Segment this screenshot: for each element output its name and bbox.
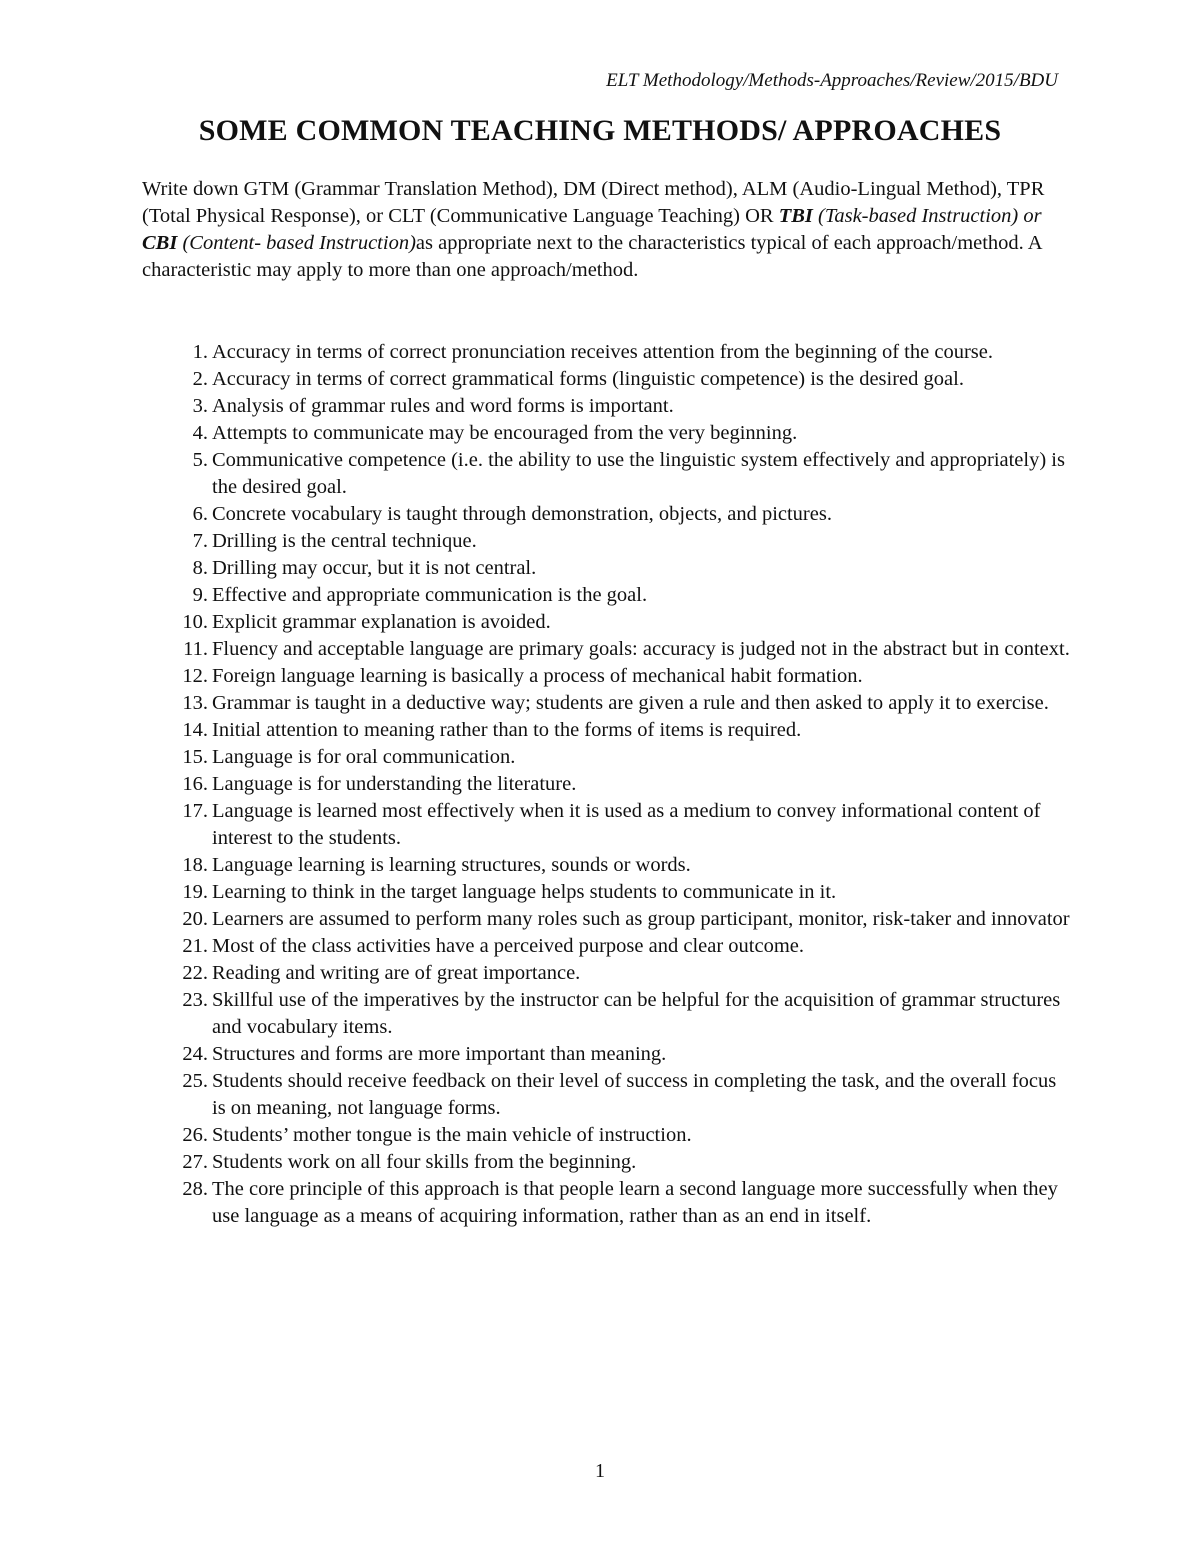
list-item-text: Analysis of grammar rules and word forms is important.	[212, 395, 674, 417]
list-item-text: Accuracy in terms of correct pronunciation receives attention from the beginning of the course.	[212, 341, 993, 363]
list-item	[142, 663, 1072, 690]
list-item-text: Language is for oral communication.	[212, 746, 516, 768]
list-item	[142, 744, 1072, 771]
list-item	[142, 933, 1072, 960]
list-item-number: 1.	[192, 341, 208, 363]
list-item-number: 4.	[192, 422, 208, 444]
instructions-text-part1: Write down GTM (Grammar Translation Method), DM (Direct method), ALM (Audio-Lingual Method), TPR (Total Physical Response), or CLT (Communicative Language Teaching) OR	[142, 178, 1045, 227]
list-item-number: 26.	[182, 1124, 208, 1146]
list-item-number: 13.	[182, 692, 208, 714]
list-item	[142, 960, 1072, 987]
list-item-text: Language is learned most effectively when it is used as a medium to convey informational content of interest to the students.	[212, 800, 1041, 849]
list-item-text: Language is for understanding the literature.	[212, 773, 577, 795]
list-item-text: Learning to think in the target language helps students to communicate in it.	[212, 881, 837, 903]
tbi-description: (Task-based Instruction) or	[812, 205, 1042, 227]
list-item-text: Skillful use of the imperatives by the instructor can be helpful for the acquisition of grammar structures and vocabulary items.	[212, 989, 1061, 1038]
list-item	[142, 690, 1072, 717]
list-item	[142, 393, 1072, 420]
list-item	[142, 987, 1072, 1041]
list-item-text: Concrete vocabulary is taught through demonstration, objects, and pictures.	[212, 503, 832, 525]
list-item	[142, 1176, 1072, 1230]
list-item-number: 19.	[182, 881, 208, 903]
list-item-number: 2.	[192, 368, 208, 390]
list-item	[142, 447, 1072, 501]
tbi-abbreviation: TBI	[778, 205, 813, 227]
list-item-number: 3.	[192, 395, 208, 417]
list-item	[142, 1149, 1072, 1176]
list-item-text: Effective and appropriate communication is the goal.	[212, 584, 648, 606]
list-item	[142, 420, 1072, 447]
list-item-text: Grammar is taught in a deductive way; students are given a rule and then asked to apply it to exercise.	[212, 692, 1049, 714]
list-item	[142, 555, 1072, 582]
list-item-number: 27.	[182, 1151, 208, 1173]
list-item-number: 20.	[182, 908, 208, 930]
list-item-text: Explicit grammar explanation is avoided.	[212, 611, 551, 633]
list-item-number: 16.	[182, 773, 208, 795]
list-item	[142, 717, 1072, 744]
cbi-abbreviation: CBI	[142, 232, 178, 254]
list-item	[142, 798, 1072, 852]
running-header: ELT Methodology/Methods-Approaches/Review/2015/BDU	[606, 70, 1058, 91]
list-item-number: 7.	[192, 530, 208, 552]
list-item-text: Fluency and acceptable language are primary goals: accuracy is judged not in the abstract but in context.	[212, 638, 1070, 660]
list-item-number: 15.	[182, 746, 208, 768]
list-item-number: 23.	[182, 989, 208, 1011]
page-number: 1	[595, 1460, 605, 1482]
characteristics-list	[142, 339, 1072, 1230]
list-item-number: 12.	[182, 665, 208, 687]
list-item	[142, 366, 1072, 393]
page-title: SOME COMMON TEACHING METHODS/ APPROACHES	[198, 114, 1002, 147]
list-item-text: Drilling may occur, but it is not central.	[212, 557, 537, 579]
list-item-number: 21.	[182, 935, 208, 957]
instructions-paragraph	[142, 176, 1062, 284]
list-item	[142, 609, 1072, 636]
list-item	[142, 906, 1072, 933]
list-item-number: 24.	[182, 1043, 208, 1065]
list-item	[142, 528, 1072, 555]
list-item-number: 25.	[182, 1070, 208, 1092]
list-item-number: 9.	[192, 584, 208, 606]
list-item	[142, 636, 1072, 663]
list-item	[142, 1068, 1072, 1122]
list-item-text: Most of the class activities have a perceived purpose and clear outcome.	[212, 935, 804, 957]
list-item-text: Learners are assumed to perform many roles such as group participant, monitor, risk-taker and innovator	[212, 908, 1070, 930]
list-item-text: Language learning is learning structures, sounds or words.	[212, 854, 691, 876]
list-item-text: Initial attention to meaning rather than to the forms of items is required.	[212, 719, 802, 741]
list-item-number: 11.	[183, 638, 208, 660]
list-item-text: Communicative competence (i.e. the ability to use the linguistic system effectively and appropriately) is the desired goal.	[212, 449, 1065, 498]
list-item-text: Students’ mother tongue is the main vehicle of instruction.	[212, 1124, 692, 1146]
list-item-number: 22.	[182, 962, 208, 984]
list-item-number: 10.	[182, 611, 208, 633]
list-item-text: Accuracy in terms of correct grammatical forms (linguistic competence) is the desired goal.	[212, 368, 964, 390]
list-item	[142, 852, 1072, 879]
list-item	[142, 1041, 1072, 1068]
list-item-text: Structures and forms are more important than meaning.	[212, 1043, 667, 1065]
list-item-number: 17.	[182, 800, 208, 822]
list-item	[142, 1122, 1072, 1149]
list-item	[142, 771, 1072, 798]
list-item-number: 5.	[192, 449, 208, 471]
list-item-number: 8.	[192, 557, 208, 579]
list-item-number: 18.	[182, 854, 208, 876]
list-item-text: Attempts to communicate may be encouraged from the very beginning.	[212, 422, 798, 444]
list-item-number: 6.	[192, 503, 208, 525]
list-item	[142, 339, 1072, 366]
cbi-description: (Content- based Instruction)	[177, 232, 416, 254]
list-item	[142, 879, 1072, 906]
instructions-text-part2: as appropriate next to the characteristics typical of each approach/method. A characteristic may apply to more than one approach/method.	[142, 232, 1042, 281]
list-item	[142, 582, 1072, 609]
list-item-text: The core principle of this approach is that people learn a second language more successfully when they use language as a means of acquiring information, rather than as an end in itself.	[212, 1178, 1058, 1227]
list-item-number: 28.	[182, 1178, 208, 1200]
list-item-text: Drilling is the central technique.	[212, 530, 477, 552]
list-item-text: Foreign language learning is basically a process of mechanical habit formation.	[212, 665, 863, 687]
list-item	[142, 501, 1072, 528]
list-item-number: 14.	[182, 719, 208, 741]
list-item-text: Students work on all four skills from the beginning.	[212, 1151, 637, 1173]
list-item-text: Students should receive feedback on their level of success in completing the task, and the overall focus is on meaning, not language forms.	[212, 1070, 1057, 1119]
list-item-text: Reading and writing are of great importance.	[212, 962, 581, 984]
